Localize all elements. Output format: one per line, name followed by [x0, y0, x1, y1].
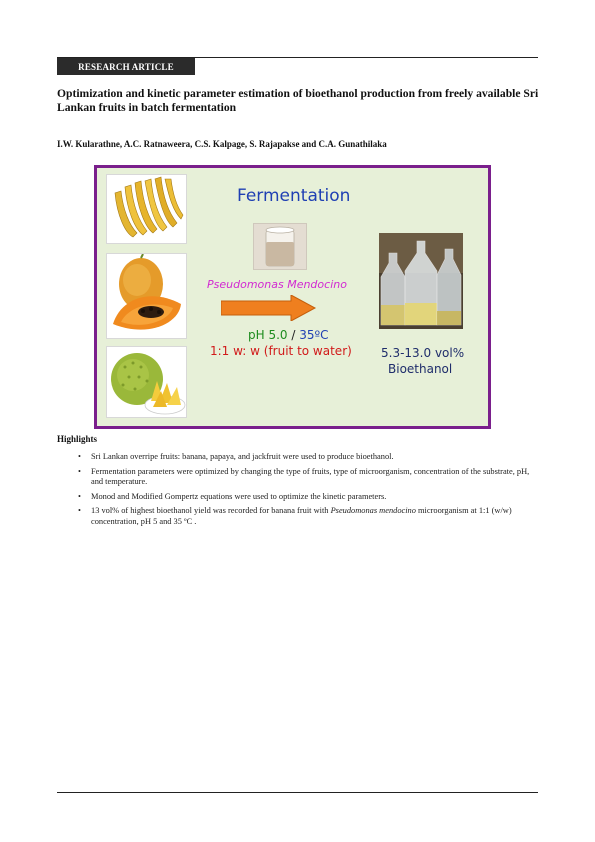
- jackfruit-image: [106, 346, 187, 418]
- graphical-abstract: [94, 165, 491, 429]
- ph-value: pH 5.0: [248, 328, 288, 342]
- highlight-item: • Fermentation parameters were optimized by changing the type of fruits, type of microorganism, concentration of the substrate, pH, and temperature.: [78, 467, 536, 488]
- banana-image: [106, 174, 187, 244]
- process-arrow-icon: [221, 295, 317, 326]
- organism-name: Pseudomonas mendocino: [330, 506, 416, 516]
- figure-title: Fermentation: [237, 186, 351, 206]
- highlight-text: microorganism at 1:1 (w/w) concentration, pH 5 and 35 ºC .: [91, 506, 512, 526]
- highlights-list: [78, 452, 536, 532]
- temperature-value: 35ºC: [299, 328, 329, 342]
- ph-temperature-conditions: [248, 328, 329, 342]
- condition-separator: /: [287, 328, 300, 342]
- highlight-item: [78, 506, 536, 527]
- substrate-ratio: 1:1 w: w (fruit to water): [210, 344, 352, 358]
- highlight-text: 13 vol% of highest bioethanol yield was recorded for banana fruit with: [91, 506, 331, 516]
- highlight-item: • Sri Lankan overripe fruits: banana, papaya, and jackfruit were used to produce bioethanol.: [78, 452, 536, 463]
- bottom-rule: [57, 792, 538, 793]
- bioethanol-bottles-image: [379, 233, 463, 329]
- fermentation-jar-image: [253, 223, 307, 270]
- product-label: Bioethanol: [388, 362, 453, 376]
- highlight-item: • Monod and Modified Gompertz equations were used to optimize the kinetic parameters.: [78, 492, 536, 503]
- article-authors: I.W. Kularathne, A.C. Ratnaweera, C.S. Kalpage, S. Rajapakse and C.A. Gunathilaka: [57, 139, 387, 149]
- article-type-label: RESEARCH ARTICLE: [57, 58, 195, 75]
- highlights-heading: Highlights: [57, 434, 98, 444]
- yield-range: 5.3-13.0 vol%: [381, 346, 465, 360]
- organism-label: Pseudomonas Mendocino: [207, 278, 347, 291]
- article-title: Optimization and kinetic parameter estimation of bioethanol production from freely available Sri Lankan fruits in batch fermentation: [57, 87, 539, 114]
- papaya-image: [106, 253, 187, 339]
